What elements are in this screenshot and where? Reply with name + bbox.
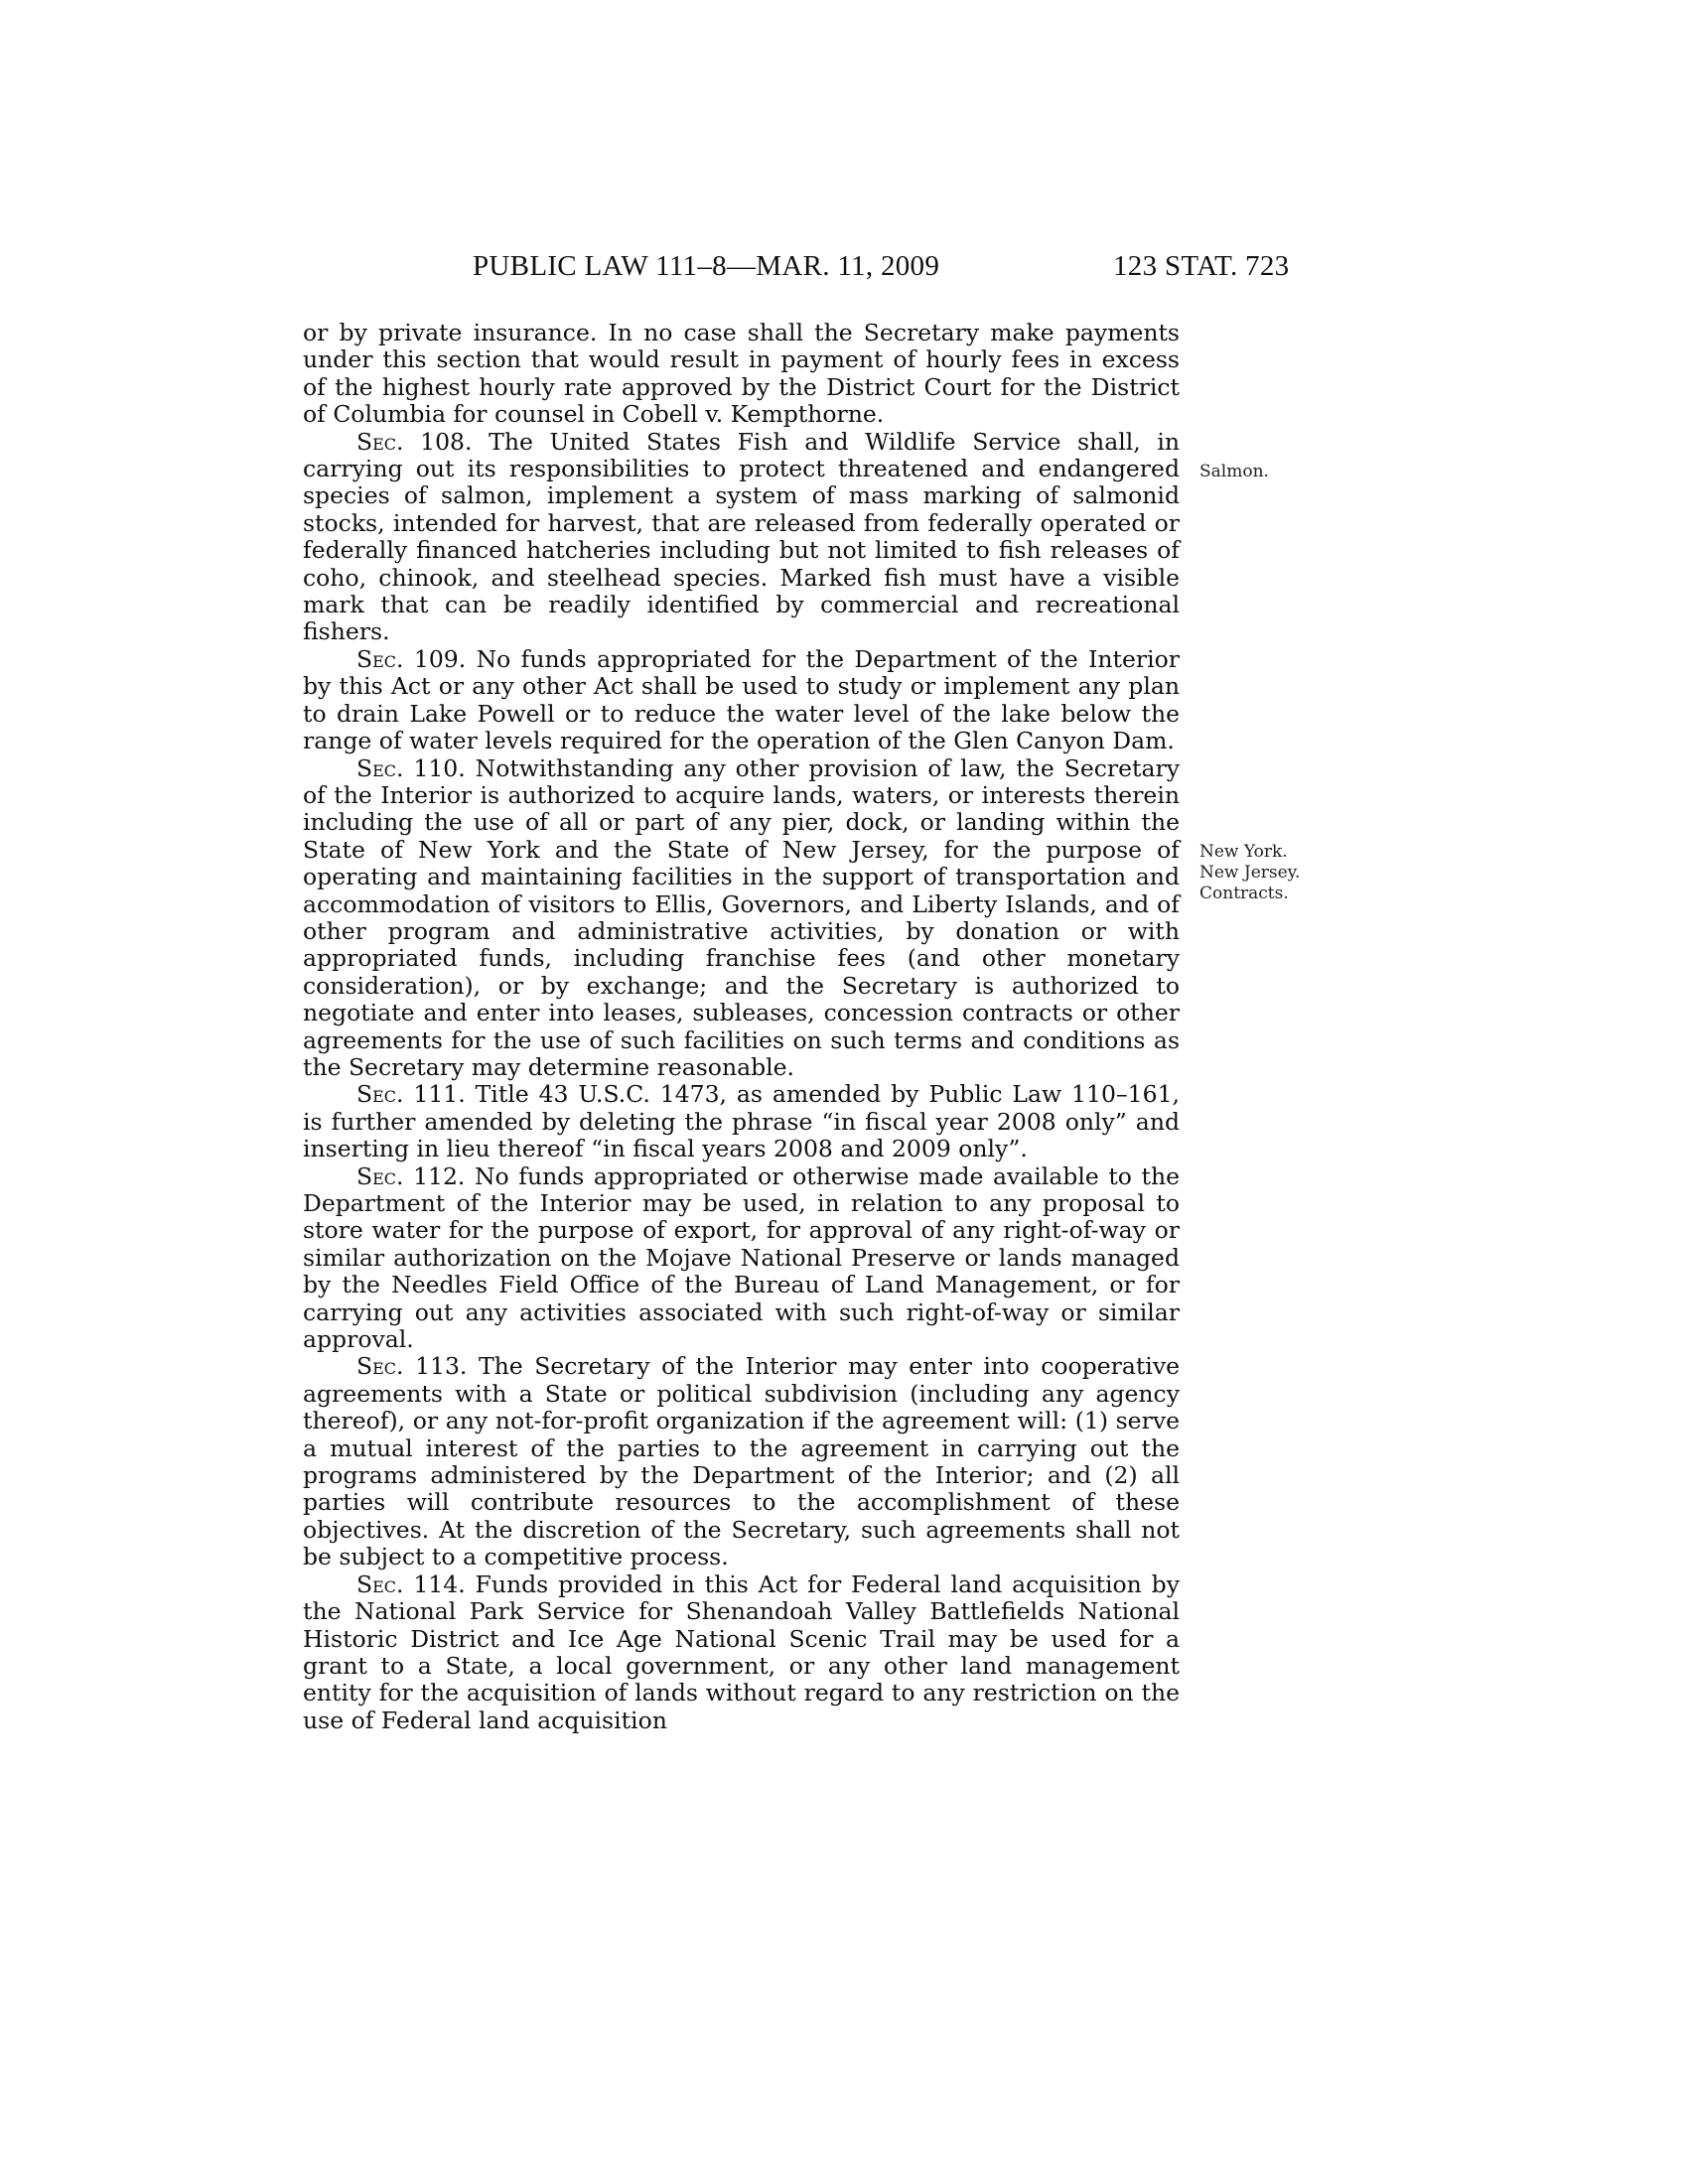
section-text: The United States Fish and Wildlife Service shall, in carrying out its responsibilities to protect threatened and endangered species of salmon, implement a system of mass marking of salmonid stocks, intended for harvest, that are released from federally operated or federally financed hatcheries including but not limited to fish releases of coho, chinook, and steelhead species. Marked fish must have a visible mark that can be readily identified by commercial and recreational fishers. bbox=[303, 427, 1181, 646]
page-number: 123 STAT. 723 bbox=[1113, 250, 1290, 282]
section-label: Sec. bbox=[356, 427, 404, 456]
section-label: Sec. bbox=[356, 1080, 404, 1109]
section-label: Sec. bbox=[356, 1570, 404, 1598]
section-text: Title 43 U.S.C. 1473, as amended by Public Law 110–161, is further amended by deleting the phrase “in fiscal year 2008 only” and inserting in lieu thereof “in fiscal years 2008 and 2009 only”. bbox=[303, 1080, 1180, 1163]
section-label: Sec. bbox=[356, 1352, 404, 1381]
section-113 bbox=[303, 1353, 1180, 1570]
section-114 bbox=[303, 1571, 1180, 1734]
section-110 bbox=[303, 755, 1180, 1082]
section-108 bbox=[303, 429, 1180, 646]
section-number: 112. bbox=[403, 1161, 475, 1190]
margin-note-salmon bbox=[1199, 462, 1269, 482]
section-label: Sec. bbox=[356, 1161, 404, 1190]
section-text: The Secretary of the Interior may enter into cooperative agreements with a State or political subdivision (including any agency thereof), or any not-for-profit organization if the agreement will: (1) serve a mutual interest of the parties to the agreement in carrying out the programs administered by the Department of the Interior; and (2) all parties will contribute resources to the accomplishment of these objectives. At the discretion of the Secretary, such agreements shall not be subject to a competitive process. bbox=[303, 1352, 1180, 1571]
section-text: No funds appropriated for the Department of the Interior by this Act or any other Act shall be used to study or implement any plan to drain Lake Powell or to reduce the water level of the lake below the range of water levels required for the operation of the Glen Canyon Dam. bbox=[303, 644, 1181, 755]
section-111 bbox=[303, 1081, 1180, 1162]
document-body bbox=[303, 320, 1180, 1734]
margin-note-contracts: Contracts. bbox=[1199, 884, 1289, 903]
section-text: No funds appropriated or otherwise made available to the Department of the Interior may be used, in relation to any proposal to store water for the purpose of export, for approval of any right-of-way or similar authorization on the Mojave National Preserve or lands managed by the Needles Field Office of the Bureau of Land Management, or for carrying out any activities associated with such right-of-way or similar approval. bbox=[303, 1161, 1181, 1354]
section-112 bbox=[303, 1163, 1180, 1354]
running-head bbox=[0, 250, 1688, 290]
section-109 bbox=[303, 646, 1180, 755]
section-number: 108. bbox=[403, 427, 490, 456]
section-label: Sec. bbox=[356, 753, 404, 782]
margin-note-new-jersey: New Jersey. bbox=[1199, 863, 1301, 883]
section-number: 114. bbox=[403, 1570, 476, 1598]
section-number: 113. bbox=[403, 1352, 479, 1381]
section-label: Sec. bbox=[356, 644, 404, 673]
margin-note-text: Salmon. bbox=[1199, 462, 1269, 481]
section-text: Notwithstanding any other provision of law, the Secretary of the Interior is authorized to acquire lands, waters, or interests therein including the use of all or part of any pier, dock, or landing within the State of New York and the State of New Jersey, for the purpose of operating and maintaining facilities in the support of transportation and accommodation of visitors to Ellis, Governors, and Liberty Islands, and of other program and administrative activities, by donation or with appropriated funds, including franchise fees (and other monetary consideration), or by exchange; and the Secretary is authorized to negotiate and enter into leases, subleases, concession contracts or other agreements for the use of such facilities on such terms and conditions as the Secretary may determine reasonable. bbox=[303, 753, 1180, 1081]
continuation-paragraph: or by private insurance. In no case shall the Secretary make payments under this section that would result in payment of hourly fees in excess of the highest hourly rate approved by the District Court for the District of Columbia for counsel in Cobell v. Kempthorne. bbox=[303, 319, 1180, 429]
section-number: 109. bbox=[403, 644, 477, 673]
running-head-title: PUBLIC LAW 111–8—MAR. 11, 2009 bbox=[473, 250, 940, 282]
margin-note-topics bbox=[1199, 842, 1300, 904]
margin-note-new-york: New York. bbox=[1199, 842, 1288, 862]
section-number: 110. bbox=[403, 753, 476, 782]
section-number: 111. bbox=[403, 1080, 476, 1109]
section-text: Funds provided in this Act for Federal land acquisition by the National Park Service for Shenandoah Valley Battlefields National Historic District and Ice Age National Scenic Trail may be used for a grant to a State, a local government, or any other land management entity for the acquisition of lands without regard to any restriction on the use of Federal land acquisition bbox=[303, 1570, 1180, 1734]
